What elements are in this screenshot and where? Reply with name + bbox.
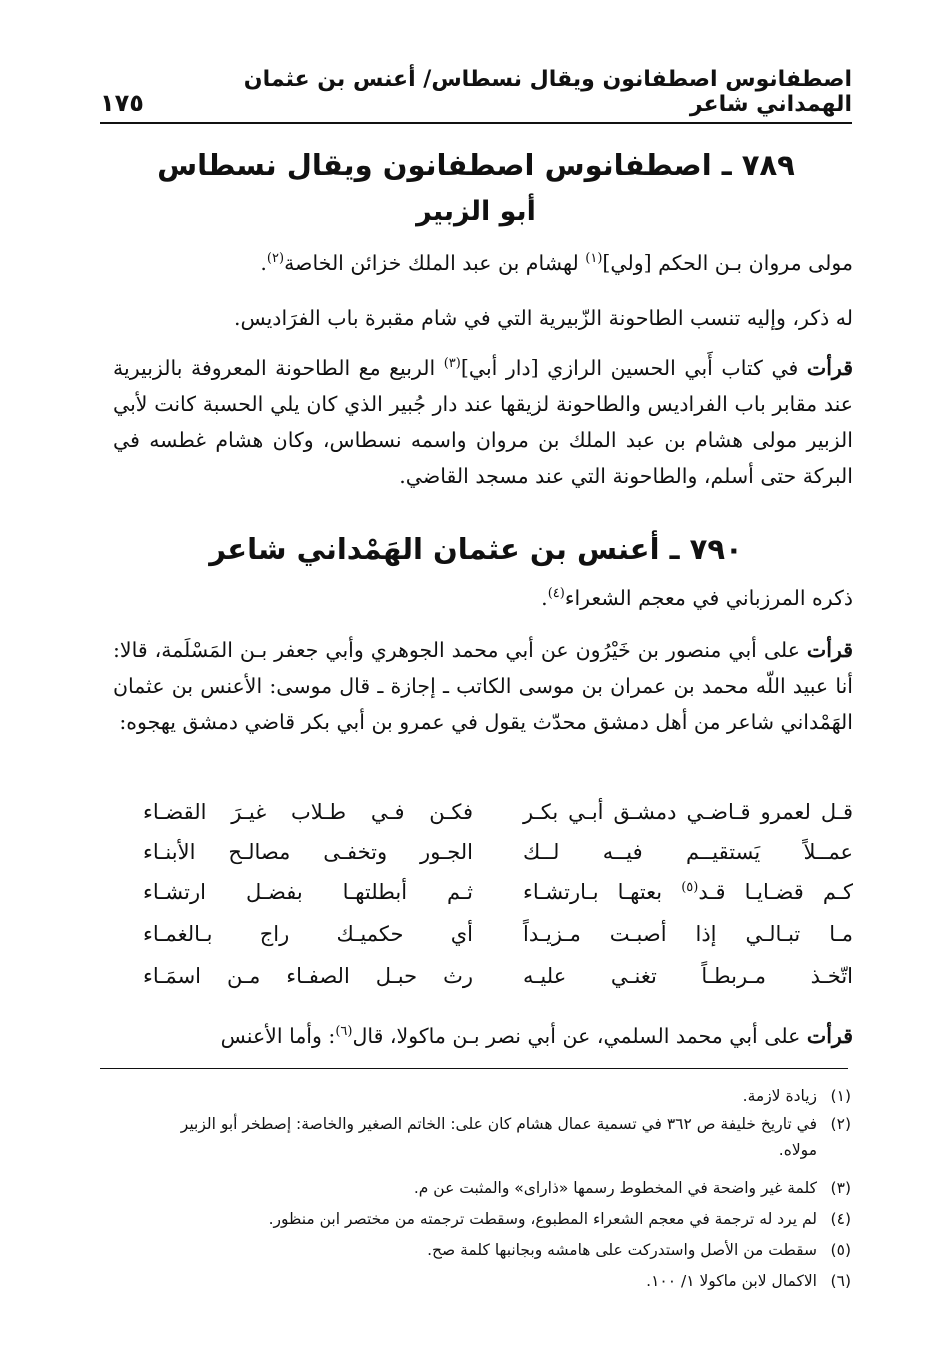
verse-line <box>113 800 853 840</box>
footnote-ref-1[interactable]: (١) <box>585 251 603 267</box>
page-number: ١٧٥ <box>100 89 144 117</box>
paragraph-patronage: مولى مروان بـن الحكم [ولي]$^{(١)}$ لهشام بن عبد الملك خزائن الخاصة$^{(٢)}$. <box>260 251 853 275</box>
footnote: (١)زيادة لازمة. <box>742 1087 851 1105</box>
footnote: (٣)كلمة غير واضحة في المخطوط رسمها «ذاراى» والمثبت عن م. <box>413 1179 851 1197</box>
verse-first-hemistich: اتّخـذ مـربطـاً تغنـي عليـه <box>523 964 853 988</box>
footnote-ref-3[interactable]: (٣) <box>443 356 461 372</box>
page-header <box>100 67 852 124</box>
footnote: (٤)لم يرد له ترجمة في معجم الشعراء المطبوع، وسقطت ترجمته من مختصر ابن منظور. <box>268 1210 851 1228</box>
footnote-ref-6[interactable]: (٦) <box>335 1024 353 1040</box>
entry-789-subtitle: أبو الزبير <box>416 196 536 227</box>
verse-second-hemistich: فكـن فـي طـلاب غيـرَ القضـاء <box>143 800 473 824</box>
verse-first-hemistich: عمــلاً يَستقيــم فيــه لــك <box>523 840 853 864</box>
entry-790-title: ٧٩٠ ـ أعنس بن عثمان الهَمْداني شاعر <box>209 532 743 566</box>
footnote-divider <box>100 1068 848 1069</box>
verse-second-hemistich: ثـم أبطلتهـا بفضـل ارتشـاء <box>143 880 473 904</box>
verse-second-hemistich: أي حكميـك راج بـالغمـاء <box>143 922 473 946</box>
entry-789-title: ٧٨٩ ـ اصطفانوس اصطفانون ويقال نسطاس <box>157 148 795 182</box>
paragraph-reading-razi: قرأت في كتاب أَبي الحسين الرازي [دار أبي]$^{(٣)}$ الربيع مع الطاحونة المعروفة بالزبيرية عند مقابر باب الفراديس والطاحونة لزيقها عند دار جُبير الذي كان يلي الحسبة كانت لأبي الزبير مولى هشام بن عبد الملك بن مروان واسمه نسطاس، وكان هشام غطسه في البركة حتى أسلم، والطاحونة التي عند مسجد القاضي. <box>113 356 853 488</box>
footnote-ref-5[interactable]: (٥) <box>681 880 699 895</box>
verse-second-hemistich: رث حبـل الصفـاء مـن اسمَـاء <box>143 964 473 988</box>
verse-line <box>113 964 853 1004</box>
verse-line <box>113 922 853 962</box>
paragraph-isnad: قرأت على أبي منصور بن خَيْرُون عن أبي محمد الجوهري وأبي جعفر بـن المَسْلَمة، قالا: أنا عبيد اللّه محمد بن عمران بن موسى الكاتب ـ إجازة ـ قال موسى: الأعنس بن عثمان الهَمْداني شاعر من أهل دمشق محدّث يقول في عمرو بن أبي بكر قاضي دمشق يهجوه: <box>113 638 853 734</box>
footnote-ref-2[interactable]: (٢) <box>266 251 285 267</box>
paragraph-marzubani: ذكره المرزباني في معجم الشعراء$^{(٤)}$. <box>541 586 853 610</box>
verse-line <box>113 880 853 920</box>
verse-second-hemistich: الجـور وتخفـى مصالـح الأبنـاء <box>143 840 473 864</box>
footnote: (٥)سقطت من الأصل واستدركت على هامشه وبجانبها كلمة صح. <box>427 1241 851 1259</box>
paragraph-mill: له ذكر، وإليه تنسب الطاحونة الزّبيرية التي في شام مقبرة باب الفرَاديس. <box>233 306 853 330</box>
paragraph-makula: قرأت على أبي محمد السلمي، عن أبي نصر بـن ماكولا، قال$^{(٦)}$: وأما الأعنس <box>220 1024 853 1048</box>
footnote: (٢)في تاريخ خليفة ص ٣٦٢ في تسمية عمال هشام كان على: الخاتم الصغير والخاصة: إصطخر أبو الزبير مولاه. <box>180 1115 851 1159</box>
verse-first-hemistich: مـا تبـالـي إذا أصبـت مـزيـداً <box>523 922 853 946</box>
verse-line <box>113 840 853 880</box>
verse-first-hemistich: قـل لعمرو قـاضـي دمشـق أبـي بكـر <box>523 800 853 824</box>
running-title: اصطفانوس اصطفانون ويقال نسطاس/ أعنس بن عثمان الهمداني شاعر <box>243 67 852 117</box>
footnote-ref-4[interactable]: (٤) <box>547 586 565 602</box>
footnote: (٦)الاكمال لابن ماكولا ١/ ١٠٠. <box>646 1272 851 1290</box>
verse-first-hemistich: كـم قضـايـا قـد$^{(٥)}$ بعتهـا بـارتشـاء <box>523 880 853 904</box>
